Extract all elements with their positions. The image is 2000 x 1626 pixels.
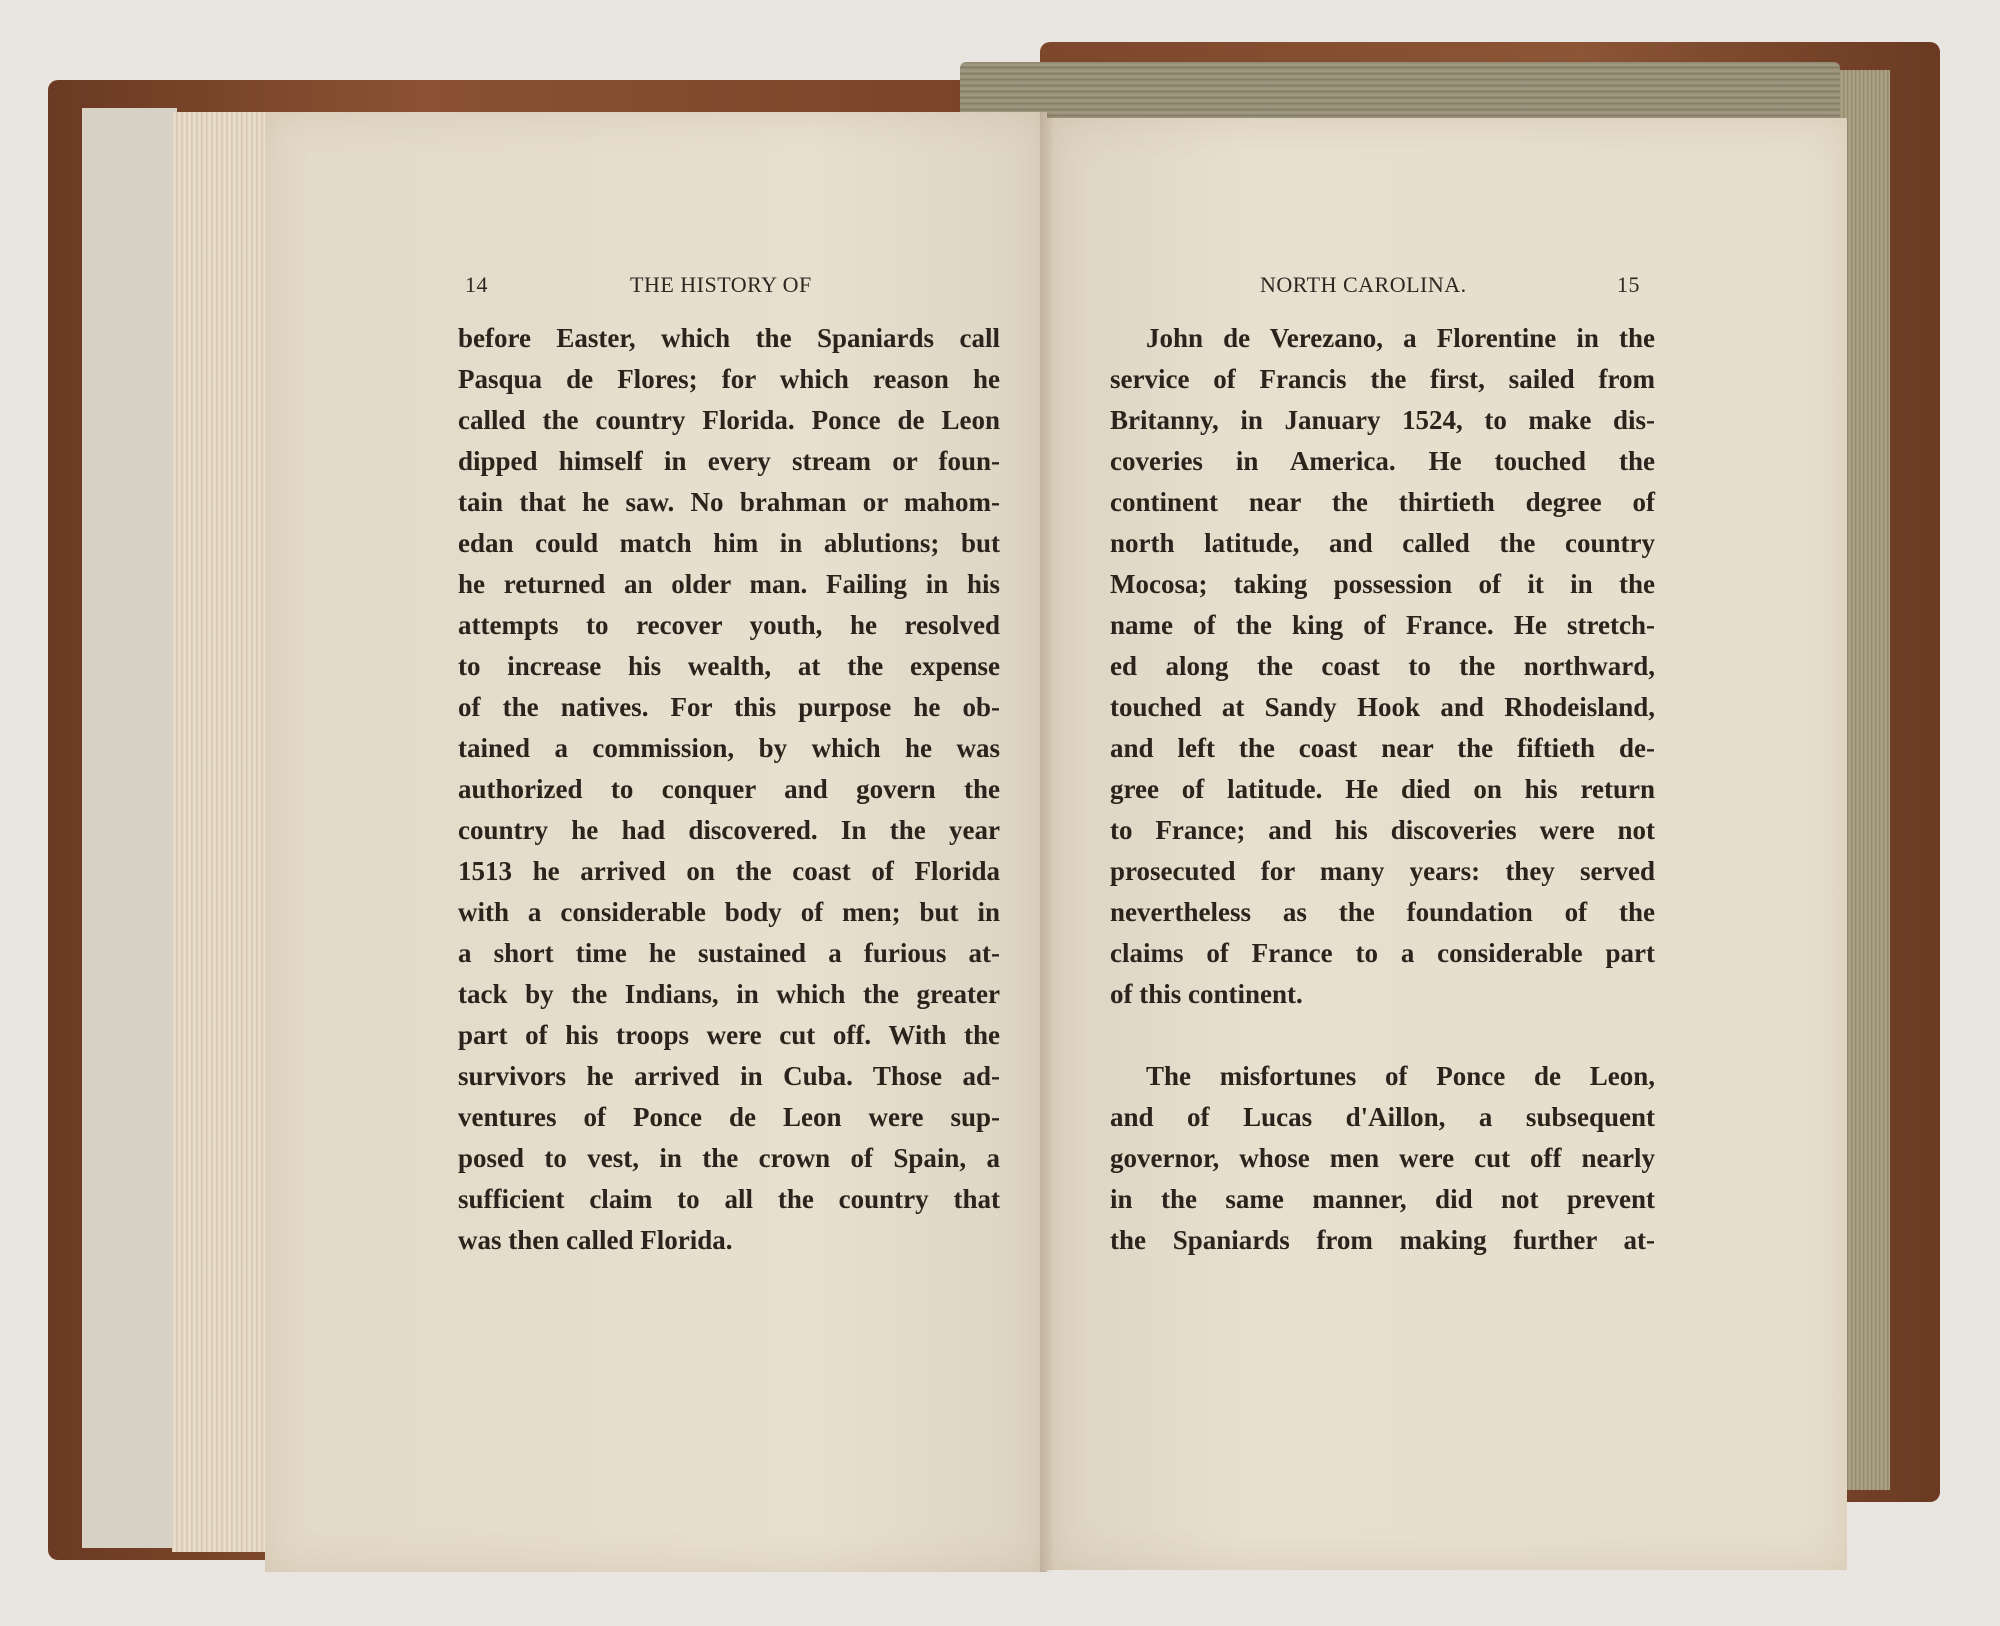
text-line: posed to vest, in the crown of Spain, a bbox=[458, 1143, 1000, 1173]
text-line: coveries in America. He touched the bbox=[1110, 446, 1655, 476]
text-line: tack by the Indians, in which the greater bbox=[458, 979, 1000, 1009]
right-running-head: NORTH CAROLINA. bbox=[1260, 272, 1467, 297]
left-page-number: 14 bbox=[465, 272, 488, 297]
text-line: was then called Florida. bbox=[458, 1225, 733, 1255]
text-line: gree of latitude. He died on his return bbox=[1110, 774, 1655, 804]
text-line: he returned an older man. Failing in his bbox=[458, 569, 1000, 599]
text-line: claims of France to a considerable part bbox=[1110, 938, 1655, 968]
text-line: tained a commission, by which he was bbox=[458, 733, 1000, 763]
text-line: name of the king of France. He stretch- bbox=[1110, 610, 1655, 640]
text-line: of the natives. For this purpose he ob- bbox=[458, 692, 1000, 722]
text-line: with a considerable body of men; but in bbox=[458, 897, 1000, 927]
left-running-head: THE HISTORY OF bbox=[630, 272, 812, 297]
text-line: Pasqua de Flores; for which reason he bbox=[458, 364, 1000, 394]
text-line: The misfortunes of Ponce de Leon, bbox=[1146, 1061, 1655, 1091]
text-line: a short time he sustained a furious at- bbox=[458, 938, 1000, 968]
text-line: ventures of Ponce de Leon were sup- bbox=[458, 1102, 1000, 1132]
text-line: continent near the thirtieth degree of bbox=[1110, 487, 1655, 517]
text-line: service of Francis the first, sailed from bbox=[1110, 364, 1655, 394]
paragraph-gap bbox=[1110, 1015, 1655, 1056]
right-page-number: 15 bbox=[1617, 272, 1640, 297]
page-block-top-edge bbox=[960, 62, 1840, 122]
text-line: 1513 he arrived on the coast of Florida bbox=[458, 856, 1000, 886]
text-line: prosecuted for many years: they served bbox=[1110, 856, 1655, 886]
text-line: Britanny, in January 1524, to make dis- bbox=[1110, 405, 1655, 435]
endpaper-left bbox=[82, 108, 177, 1548]
text-line: Mocosa; taking possession of it in the bbox=[1110, 569, 1655, 599]
text-line: sufficient claim to all the country that bbox=[458, 1184, 1000, 1214]
text-line: to increase his wealth, at the expense bbox=[458, 651, 1000, 681]
text-line: and left the coast near the fiftieth de- bbox=[1110, 733, 1655, 763]
text-line: called the country Florida. Ponce de Leon bbox=[458, 405, 1000, 435]
text-line: of this continent. bbox=[1110, 979, 1303, 1009]
page-block-fore-edge-right bbox=[1840, 70, 1890, 1490]
text-line: touched at Sandy Hook and Rhodeisland, bbox=[1110, 692, 1655, 722]
text-line: ed along the coast to the northward, bbox=[1110, 651, 1655, 681]
text-line: part of his troops were cut off. With the bbox=[458, 1020, 1000, 1050]
page-block-fore-edge-left bbox=[172, 112, 267, 1552]
text-line: survivors he arrived in Cuba. Those ad- bbox=[458, 1061, 1000, 1091]
text-line: north latitude, and called the country bbox=[1110, 528, 1655, 558]
text-line: tain that he saw. No brahman or mahom- bbox=[458, 487, 1000, 517]
text-line: country he had discovered. In the year bbox=[458, 815, 1000, 845]
gutter-shadow bbox=[1040, 112, 1054, 1572]
text-line: to France; and his discoveries were not bbox=[1110, 815, 1655, 845]
text-line: nevertheless as the foundation of the bbox=[1110, 897, 1655, 927]
text-line: John de Verezano, a Florentine in the bbox=[1146, 323, 1655, 353]
text-line: the Spaniards from making further at- bbox=[1110, 1225, 1655, 1255]
text-line: authorized to conquer and govern the bbox=[458, 774, 1000, 804]
text-line: in the same manner, did not prevent bbox=[1110, 1184, 1655, 1214]
text-line: dipped himself in every stream or foun- bbox=[458, 446, 1000, 476]
text-line: before Easter, which the Spaniards call bbox=[458, 323, 1000, 353]
text-line: governor, whose men were cut off nearly bbox=[1110, 1143, 1655, 1173]
right-page-body bbox=[1110, 318, 1655, 1261]
text-line: edan could match him in ablutions; but bbox=[458, 528, 1000, 558]
left-page-body bbox=[458, 318, 1000, 1261]
text-line: and of Lucas d'Aillon, a subsequent bbox=[1110, 1102, 1655, 1132]
text-line: attempts to recover youth, he resolved bbox=[458, 610, 1000, 640]
